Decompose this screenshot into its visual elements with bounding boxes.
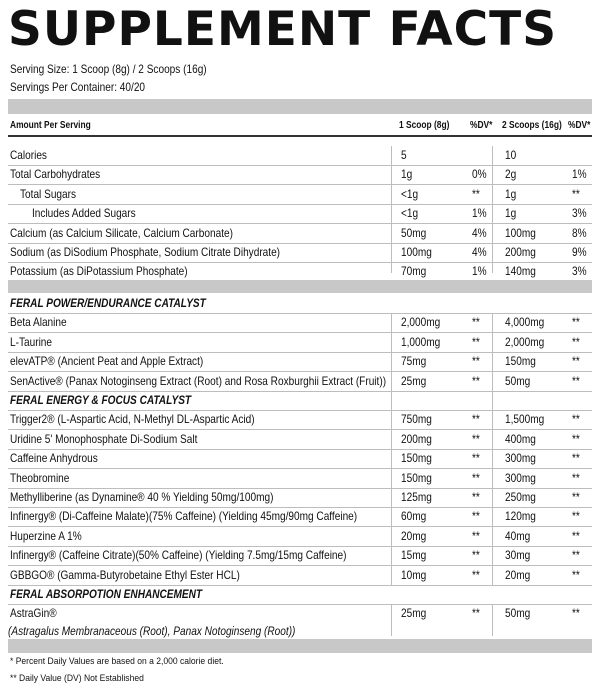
nutrient-row — [8, 146, 592, 166]
column-separator — [492, 146, 493, 273]
ingredient-name: Infinergy® (Di-Caffeine Malate)(75% Caffeine) (Yielding 45mg/90mg Caffeine) — [10, 509, 358, 524]
dv-one-scoop: ** — [472, 373, 480, 388]
amount-one-scoop: 60mg — [401, 509, 427, 524]
amount-one-scoop: 150mg — [401, 451, 432, 466]
two-scoops-header: 2 Scoops (16g) — [502, 120, 562, 131]
amount-one-scoop: <1g — [401, 186, 419, 201]
servings-per-container: Servings Per Container: 40/20 — [10, 80, 146, 94]
ingredient-row — [8, 527, 592, 547]
ingredient-name: Methylliberine (as Dynamine® 40 % Yielding 50mg/100mg) — [10, 490, 274, 504]
ingredient-name: Total Carbohydrates — [10, 167, 101, 182]
ingredient-row — [8, 469, 592, 489]
ingredient-name: Calories — [10, 148, 47, 162]
dv-one-scoop: ** — [472, 334, 480, 349]
dv-two-scoops: ** — [572, 606, 580, 621]
section-title: FERAL POWER/ENDURANCE CATALYST — [10, 296, 206, 310]
amount-one-scoop: 25mg — [401, 373, 427, 388]
dv-two-scoops: ** — [572, 373, 580, 388]
dv-two-scoops: ** — [572, 451, 580, 466]
section-heading — [8, 391, 592, 411]
dv-header-1: %DV* — [470, 120, 493, 131]
ingredient-row — [8, 449, 592, 469]
section-heading — [8, 294, 592, 314]
amount-two-scoops: 30mg — [505, 548, 531, 563]
ingredient-row — [8, 372, 592, 392]
amount-one-scoop: 125mg — [401, 490, 432, 504]
amount-two-scoops: 2,000mg — [505, 334, 545, 349]
ingredient-name: Calcium (as Calcium Silicate, Calcium Carbonate) — [10, 225, 233, 240]
amount-one-scoop: 1g — [401, 167, 413, 182]
dv-two-scoops: ** — [572, 315, 580, 330]
dv-one-scoop: 0% — [472, 167, 487, 182]
amount-one-scoop: 10mg — [401, 567, 427, 582]
amount-two-scoops: 300mg — [505, 451, 536, 466]
section-title: FERAL ENERGY & FOCUS CATALYST — [10, 393, 192, 407]
amount-two-scoops: 40mg — [505, 528, 531, 543]
amount-two-scoops: 200mg — [505, 245, 536, 259]
ingredient-name: elevATP® (Ancient Peat and Apple Extract) — [10, 354, 204, 369]
footer-divider-bar — [8, 639, 592, 653]
amount-one-scoop: <1g — [401, 206, 419, 221]
amount-two-scoops: 50mg — [505, 373, 531, 388]
ingredient-row — [8, 488, 592, 508]
amount-one-scoop: 70mg — [401, 264, 427, 279]
dv-header-2: %DV* — [568, 120, 591, 131]
dv-two-scoops: 8% — [572, 225, 587, 240]
amount-one-scoop: 100mg — [401, 245, 432, 259]
dv-two-scoops: ** — [572, 548, 580, 563]
column-separator — [492, 605, 493, 636]
section-heading — [8, 585, 592, 605]
amount-two-scoops: 100mg — [505, 225, 536, 240]
dv-two-scoops: 9% — [572, 245, 587, 259]
ingredient-row — [8, 546, 592, 566]
ingredient-name: SenActive® (Panax Notoginseng Extract (Root) and Rosa Roxburghii Extract (Fruit)) — [10, 373, 387, 388]
ingredient-name: Infinergy® (Caffeine Citrate)(50% Caffeine) (Yielding 7.5mg/15mg Caffeine) — [10, 548, 347, 563]
dv-one-scoop: ** — [472, 186, 480, 201]
amount-two-scoops: 1g — [505, 206, 517, 221]
ingredient-row — [8, 566, 592, 586]
ingredient-row — [8, 410, 592, 430]
ingredient-name: GBBGO® (Gamma-Butyrobetaine Ethyl Ester HCL) — [10, 567, 240, 582]
page-title: SUPPLEMENT FACTS — [8, 2, 558, 57]
dv-one-scoop: ** — [472, 451, 480, 466]
amount-one-scoop: 50mg — [401, 225, 427, 240]
ingredient-row — [8, 430, 592, 450]
amount-two-scoops: 2g — [505, 167, 517, 182]
dv-one-scoop: ** — [472, 315, 480, 330]
column-separator — [391, 146, 392, 273]
dv-one-scoop: ** — [472, 548, 480, 563]
dv-one-scoop: 4% — [472, 225, 487, 240]
dv-two-scoops: 3% — [572, 206, 587, 221]
amount-two-scoops: 20mg — [505, 567, 531, 582]
ingredient-name: Huperzine A 1% — [10, 528, 82, 543]
ingredient-name: Caffeine Anhydrous — [10, 451, 98, 466]
amount-two-scoops: 300mg — [505, 470, 536, 485]
amount-one-scoop: 25mg — [401, 606, 427, 621]
amount-two-scoops: 150mg — [505, 354, 536, 369]
footnote-dv: * Percent Daily Values are based on a 2,000 calorie diet. — [10, 656, 224, 667]
amount-one-scoop: 200mg — [401, 431, 432, 446]
nutrient-row — [8, 204, 592, 224]
ingredient-name: AstraGin® — [10, 606, 57, 621]
dv-one-scoop: ** — [472, 528, 480, 543]
dv-two-scoops: ** — [572, 490, 580, 504]
dv-one-scoop: ** — [472, 606, 480, 621]
ingredient-name: L-Taurine — [10, 334, 53, 349]
column-header-row — [8, 116, 592, 137]
ingredient-name: Trigger2® (L-Aspartic Acid, N-Methyl DL-Aspartic Acid) — [10, 412, 255, 427]
dv-one-scoop: ** — [472, 509, 480, 524]
ingredient-row — [8, 333, 592, 353]
amount-one-scoop: 15mg — [401, 548, 427, 563]
serving-size: Serving Size: 1 Scoop (8g) / 2 Scoops (16g) — [10, 62, 207, 76]
dv-two-scoops: ** — [572, 567, 580, 582]
amount-one-scoop: 5 — [401, 148, 407, 162]
amount-two-scoops: 140mg — [505, 264, 536, 279]
dv-one-scoop: 1% — [472, 264, 487, 279]
section-title: FERAL ABSORPOTION ENHANCEMENT — [10, 587, 203, 601]
nutrient-row — [8, 243, 592, 263]
dv-two-scoops: ** — [572, 334, 580, 349]
amount-two-scoops: 50mg — [505, 606, 531, 621]
dv-one-scoop: 1% — [472, 206, 487, 221]
ingredient-row — [8, 313, 592, 333]
dv-two-scoops: ** — [572, 354, 580, 369]
dv-two-scoops: ** — [572, 431, 580, 446]
column-separator — [391, 605, 392, 636]
amount-two-scoops: 1g — [505, 186, 517, 201]
amount-one-scoop: 150mg — [401, 470, 432, 485]
ingredient-name: Uridine 5' Monophosphate Di-Sodium Salt — [10, 431, 198, 446]
nutrient-row — [8, 185, 592, 205]
dv-two-scoops: ** — [572, 528, 580, 543]
amount-two-scoops: 1,500mg — [505, 412, 545, 427]
dv-one-scoop: 4% — [472, 245, 487, 259]
dv-two-scoops: 3% — [572, 264, 587, 279]
amount-one-scoop: 20mg — [401, 528, 427, 543]
header-divider-bar — [8, 99, 592, 114]
ingredient-name: Total Sugars — [20, 186, 77, 201]
ingredient-row — [8, 604, 592, 642]
amount-one-scoop: 1,000mg — [401, 334, 441, 349]
amount-two-scoops: 120mg — [505, 509, 536, 524]
amount-one-scoop: 2,000mg — [401, 315, 441, 330]
amount-per-serving-header: Amount Per Serving — [10, 120, 91, 131]
dv-one-scoop: ** — [472, 567, 480, 582]
amount-two-scoops: 250mg — [505, 490, 536, 504]
dv-one-scoop: ** — [472, 490, 480, 504]
nutrient-row — [8, 165, 592, 185]
amount-two-scoops: 4,000mg — [505, 315, 545, 330]
amount-one-scoop: 75mg — [401, 354, 427, 369]
amount-two-scoops: 400mg — [505, 431, 536, 446]
dv-one-scoop: ** — [472, 412, 480, 427]
ingredient-name: Potassium (as DiPotassium Phosphate) — [10, 264, 188, 279]
footnote-not-established: ** Daily Value (DV) Not Established — [10, 673, 144, 684]
section-divider-bar — [8, 280, 592, 293]
dv-one-scoop: ** — [472, 431, 480, 446]
ingredient-name: Sodium (as DiSodium Phosphate, Sodium Citrate Dihydrate) — [10, 245, 281, 259]
dv-two-scoops: ** — [572, 186, 580, 201]
column-separator — [492, 313, 493, 586]
ingredient-row — [8, 507, 592, 527]
column-separator — [391, 313, 392, 586]
dv-two-scoops: ** — [572, 470, 580, 485]
ingredient-name: Theobromine — [10, 470, 70, 485]
ingredient-name: Includes Added Sugars — [32, 206, 136, 221]
one-scoop-header: 1 Scoop (8g) — [399, 120, 450, 131]
ingredient-name: Beta Alanine — [10, 315, 67, 330]
dv-two-scoops: ** — [572, 412, 580, 427]
dv-one-scoop: ** — [472, 470, 480, 485]
dv-one-scoop: ** — [472, 354, 480, 369]
dv-two-scoops: 1% — [572, 167, 587, 182]
amount-two-scoops: 10 — [505, 148, 517, 162]
dv-two-scoops: ** — [572, 509, 580, 524]
nutrient-row — [8, 224, 592, 244]
ingredient-subtitle: (Astragalus Membranaceous (Root), Panax Notoginseng (Root)) — [8, 624, 296, 639]
ingredient-row — [8, 352, 592, 372]
amount-one-scoop: 750mg — [401, 412, 432, 427]
